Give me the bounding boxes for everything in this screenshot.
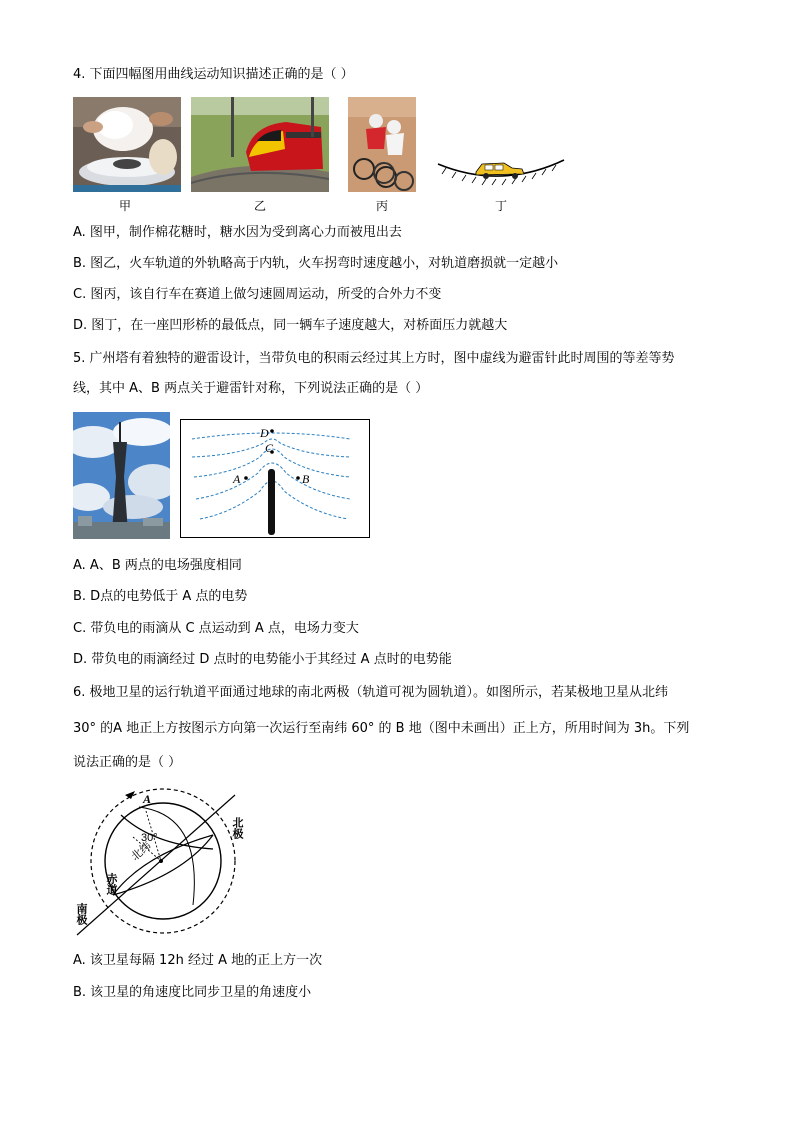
label-north-pole: 北极 [231, 817, 243, 839]
q4-stem: 4. 下面四幅图用曲线运动知识描述正确的是（ ） [73, 67, 354, 82]
polar-satellite-diagram [73, 785, 253, 945]
car-bridge-figure [436, 150, 566, 192]
label-equator: 赤道 [105, 873, 117, 895]
q5-stem-line1: 5. 广州塔有着独特的避雷设计，当带负电的积雨云经过其上方时，图中虚线为避雷针此时周围的等差等势 [73, 351, 675, 366]
q4-option-b: B. 图乙，火车轨道的外轨略高于内轨，火车拐弯时速度越小，对轨道磨损就一定越小 [73, 256, 559, 271]
q4-option-d: D. 图丁，在一座凹形桥的最低点，同一辆车子速度越大，对桥面压力就越大 [73, 318, 508, 333]
q5-option-b: B. D点的电势低于 A 点的电势 [73, 589, 248, 604]
q6-stem-line3: 说法正确的是（ ） [73, 755, 182, 770]
label-b: B [302, 472, 310, 486]
label-d: D [260, 426, 269, 440]
q6-option-b: B. 该卫星的角速度比同步卫星的角速度小 [73, 985, 312, 1000]
equipotential-diagram [180, 419, 370, 538]
label-north-latitude: 北纬 [129, 839, 154, 864]
label-a: A [233, 472, 241, 486]
q4-option-a: A. 图甲，制作棉花糖时，糖水因为受到离心力而被甩出去 [73, 225, 402, 240]
train-photo [191, 97, 329, 192]
label-south-pole: 南极 [75, 903, 87, 925]
q5-stem-line2: 线，其中 A、B 两点关于避雷针对称，下列说法正确的是（ ） [73, 381, 429, 396]
cyclists-photo [348, 97, 416, 192]
caption-jia: 甲 [118, 199, 131, 213]
canton-tower-photo [73, 412, 170, 539]
label-a-point: A [143, 792, 152, 806]
cotton-candy-photo [73, 97, 181, 192]
q6-stem-line2: 30° 的A 地正上方按图示方向第一次运行至南纬 60° 的 B 地（图中未画出）正上方，所用时间为 3h。下列 [73, 721, 690, 736]
q5-option-a: A. A、B 两点的电场强度相同 [73, 558, 242, 573]
caption-bing: 丙 [375, 199, 388, 213]
caption-yi: 乙 [253, 199, 266, 213]
q5-option-c: C. 带负电的雨滴从 C 点运动到 A 点，电场力变大 [73, 621, 359, 636]
q5-option-d: D. 带负电的雨滴经过 D 点时的电势能小于其经过 A 点时的电势能 [73, 652, 452, 667]
caption-ding: 丁 [494, 199, 507, 213]
label-angle: 30° [141, 832, 158, 844]
q4-option-c: C. 图丙，该自行车在赛道上做匀速圆周运动，所受的合外力不变 [73, 287, 442, 302]
q6-option-a: A. 该卫星每隔 12h 经过 A 地的正上方一次 [73, 953, 323, 968]
q6-stem-line1: 6. 极地卫星的运行轨道平面通过地球的南北两极（轨道可视为圆轨道）。如图所示，若某极地卫星从北纬 [73, 685, 669, 700]
label-c: C [265, 441, 274, 455]
